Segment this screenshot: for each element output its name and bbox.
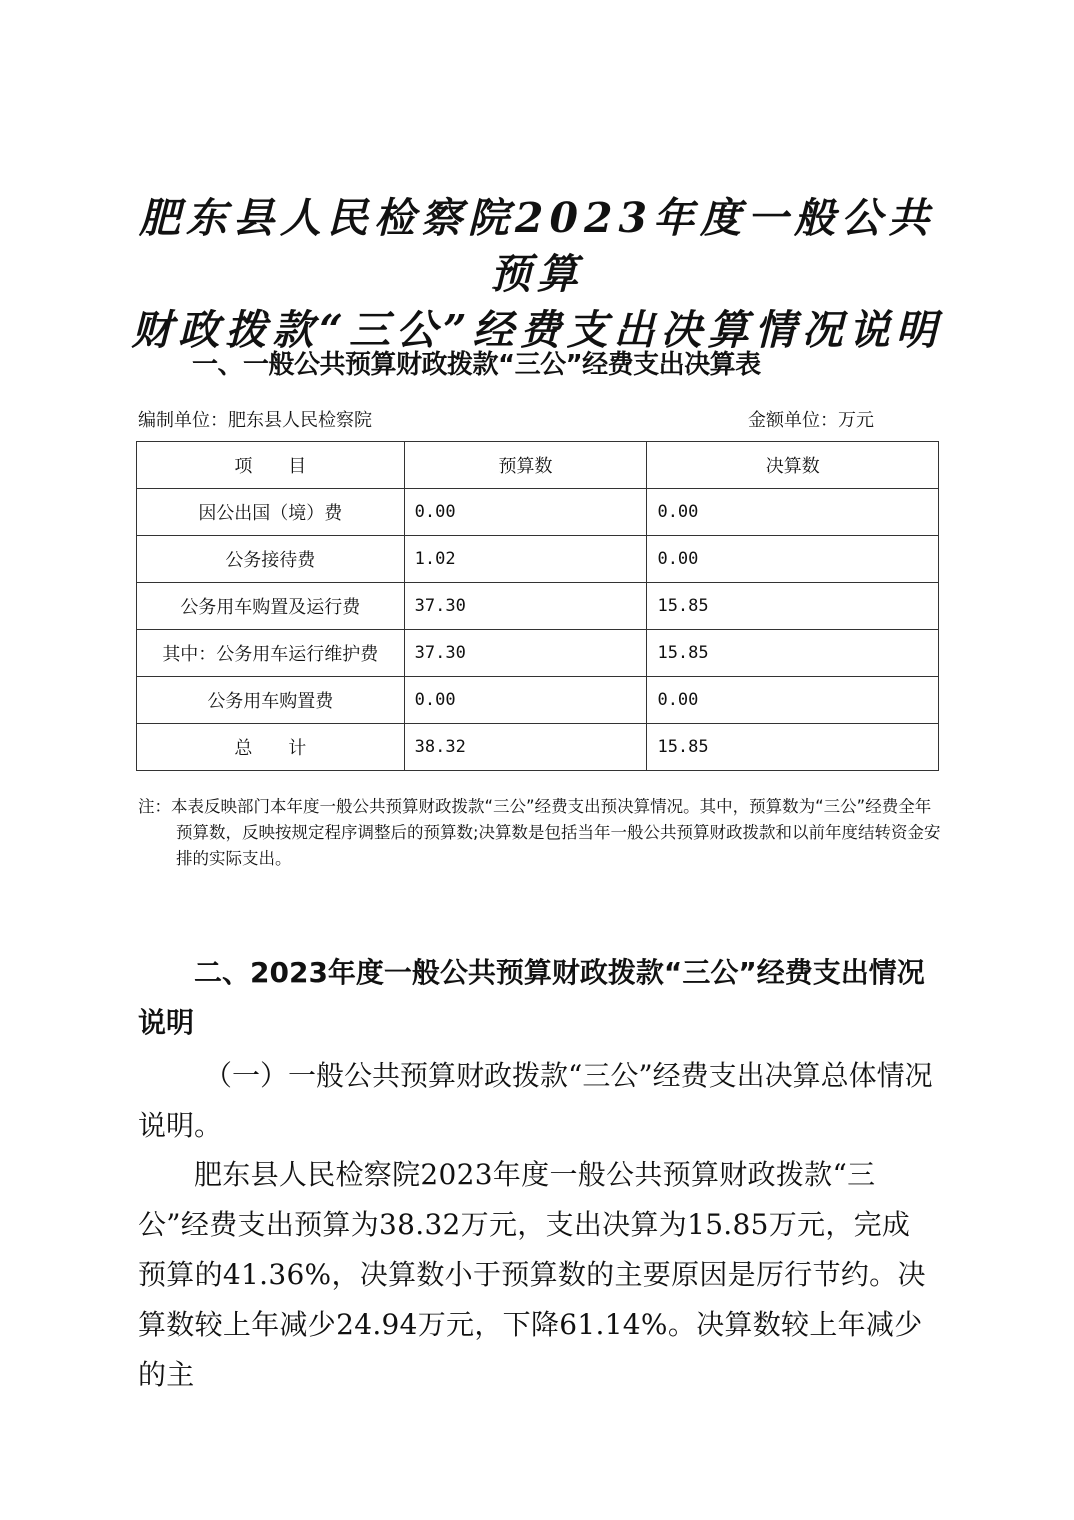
row-item: 公务接待费	[137, 536, 405, 583]
document-title	[120, 190, 954, 358]
row-budget: 0.00	[404, 677, 647, 724]
row-final: 0.00	[647, 489, 939, 536]
table-row	[137, 630, 939, 677]
subsection-1-heading: （一）一般公共预算财政拨款“三公”经费支出决算总体情况说明。	[138, 1059, 933, 1142]
row-budget: 37.30	[404, 583, 647, 630]
row-budget: 0.00	[404, 489, 647, 536]
row-final: 15.85	[647, 583, 939, 630]
table-note: 注：本表反映部门本年度一般公共预算财政拨款“三公”经费支出预决算情况。其中，预算数为“三公”经费全年预算数，反映按规定程序调整后的预算数;决算数是包括当年一般公共预算财政拨款和以前年度结转资金安排的实际支出。	[138, 797, 941, 868]
document-title-line-2: 财政拨款“三公”经费支出决算情况说明	[131, 306, 943, 354]
table-row	[137, 583, 939, 630]
table-row	[137, 489, 939, 536]
row-item: 因公出国（境）费	[137, 489, 405, 536]
section-2-heading: 二、2023年度一般公共预算财政拨款“三公”经费支出情况说明	[138, 956, 925, 1039]
row-budget: 37.30	[404, 630, 647, 677]
row-final: 15.85	[647, 630, 939, 677]
table-header-row	[137, 442, 939, 489]
row-item: 公务用车购置费	[137, 677, 405, 724]
column-header-budget: 预算数	[404, 442, 647, 489]
amount-unit: 金额单位：万元	[748, 410, 874, 431]
row-item: 其中：公务用车运行维护费	[137, 630, 405, 677]
row-item: 总 计	[137, 724, 405, 771]
column-header-item: 项 目	[137, 442, 405, 489]
column-header-final: 决算数	[647, 442, 939, 489]
row-item: 公务用车购置及运行费	[137, 583, 405, 630]
section-1-heading: 一、一般公共预算财政拨款“三公”经费支出决算表	[192, 350, 761, 380]
row-budget: 38.32	[404, 724, 647, 771]
row-final: 0.00	[647, 536, 939, 583]
table-row	[137, 677, 939, 724]
three-public-expenses-table	[136, 441, 939, 771]
row-budget: 1.02	[404, 536, 647, 583]
table-total-row	[137, 724, 939, 771]
document-title-line-1: 肥东县人民检察院2023年度一般公共预算	[138, 194, 936, 298]
compiler-unit: 编制单位：肥东县人民检察院	[138, 410, 372, 431]
row-final: 15.85	[647, 724, 939, 771]
body-paragraph: 肥东县人民检察院2023年度一般公共预算财政拨款“三公”经费支出预算为38.32万元，支出决算为15.85万元，完成预算的41.36%，决算数小于预算数的主要原因是厉行节约。决算数较上年减少24.94万元，下降61.14%。决算数较上年减少的主	[138, 1158, 926, 1391]
table-row	[137, 536, 939, 583]
row-final: 0.00	[647, 677, 939, 724]
